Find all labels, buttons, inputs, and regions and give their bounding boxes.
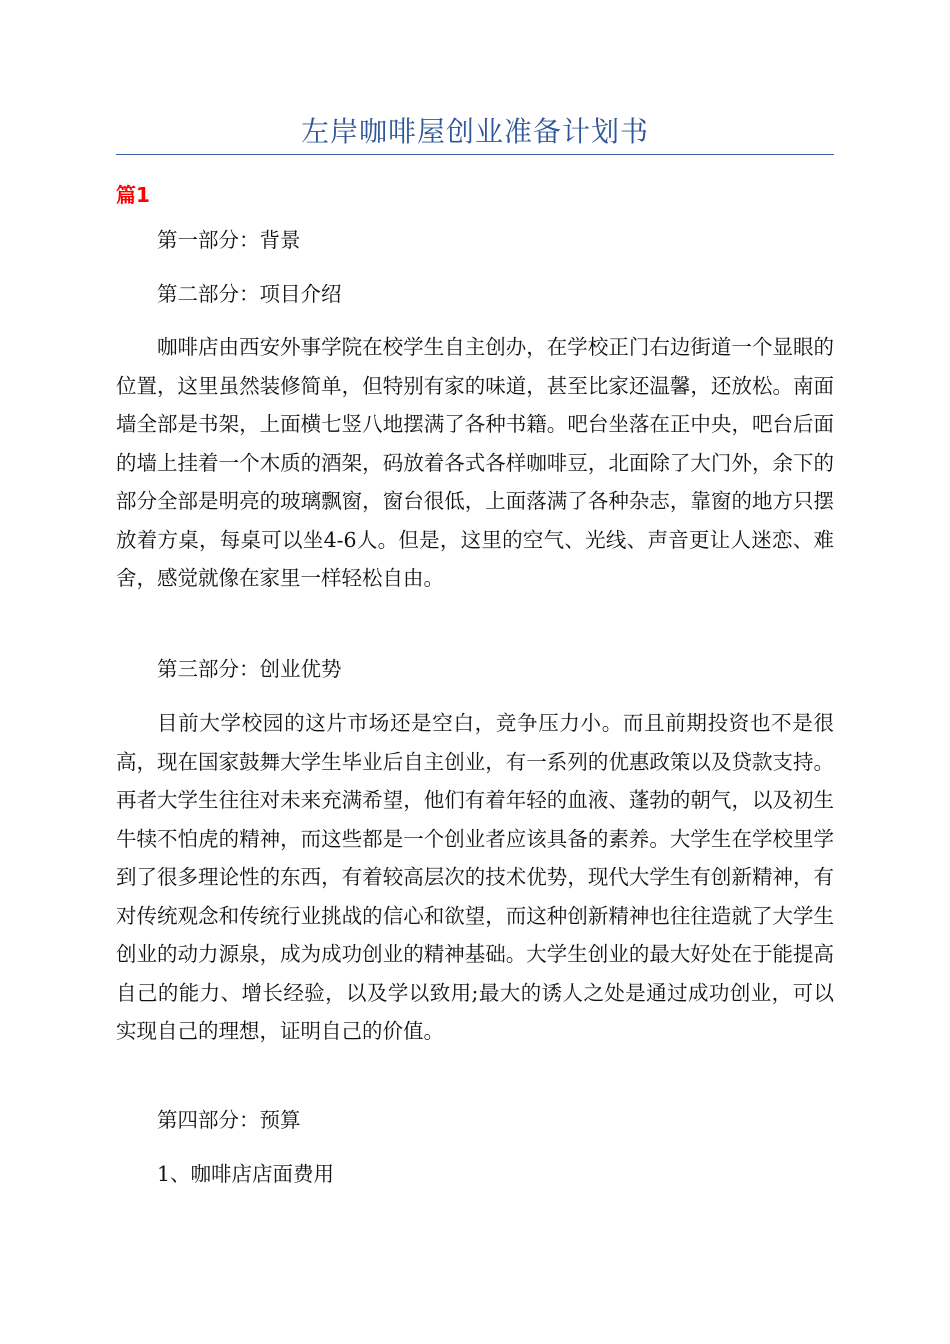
budget-item-1: 1、咖啡店店面费用 <box>157 1162 335 1186</box>
part-heading-background: 第一部分：背景 <box>157 228 301 252</box>
title-underline-rule <box>116 154 834 155</box>
paragraph-project-intro: 咖啡店由西安外事学院在校学生自主创办，在学校正门右边街道一个显眼的位置，这里虽然装修简单，但特别有家的味道，甚至比家还温馨，还放松。南面墙全部是书架，上面横七竖八地摆满了各种书籍。吧台坐落在正中央，吧台后面的墙上挂着一个木质的酒架，码放着各式各样咖啡豆，北面除了大门外，余下的部分全部是明亮的玻璃飘窗，窗台很低，上面落满了各种杂志，靠窗的地方只摆放着方桌，每桌可以坐4-6人。但是，这里的空气、光线、声音更让人迷恋、难舍，感觉就像在家里一样轻松自由。 <box>116 335 834 590</box>
section-label: 篇1 <box>116 183 150 207</box>
paragraph-advantages: 目前大学校园的这片市场还是空白，竞争压力小。而且前期投资也不是很高，现在国家鼓舞大学生毕业后自主创业，有一系列的优惠政策以及贷款支持。再者大学生往往对未来充满希望，他们有着年轻的血液、蓬勃的朝气，以及初生牛犊不怕虎的精神，而这些都是一个创业者应该具备的素养。大学生在学校里学到了很多理论性的东西，有着较高层次的技术优势，现代大学生有创新精神，有对传统观念和传统行业挑战的信心和欲望，而这种创新精神也往往造就了大学生创业的动力源泉，成为成功创业的精神基础。大学生创业的最大好处在于能提高自己的能力、增长经验，以及学以致用;最大的诱人之处是通过成功创业，可以实现自己的理想，证明自己的价值。 <box>116 711 834 1043</box>
part-heading-budget: 第四部分：预算 <box>157 1108 301 1132</box>
part-heading-project-intro: 第二部分：项目介绍 <box>157 282 342 306</box>
document-title: 左岸咖啡屋创业准备计划书 <box>300 115 649 148</box>
part-heading-advantages: 第三部分：创业优势 <box>157 657 342 681</box>
